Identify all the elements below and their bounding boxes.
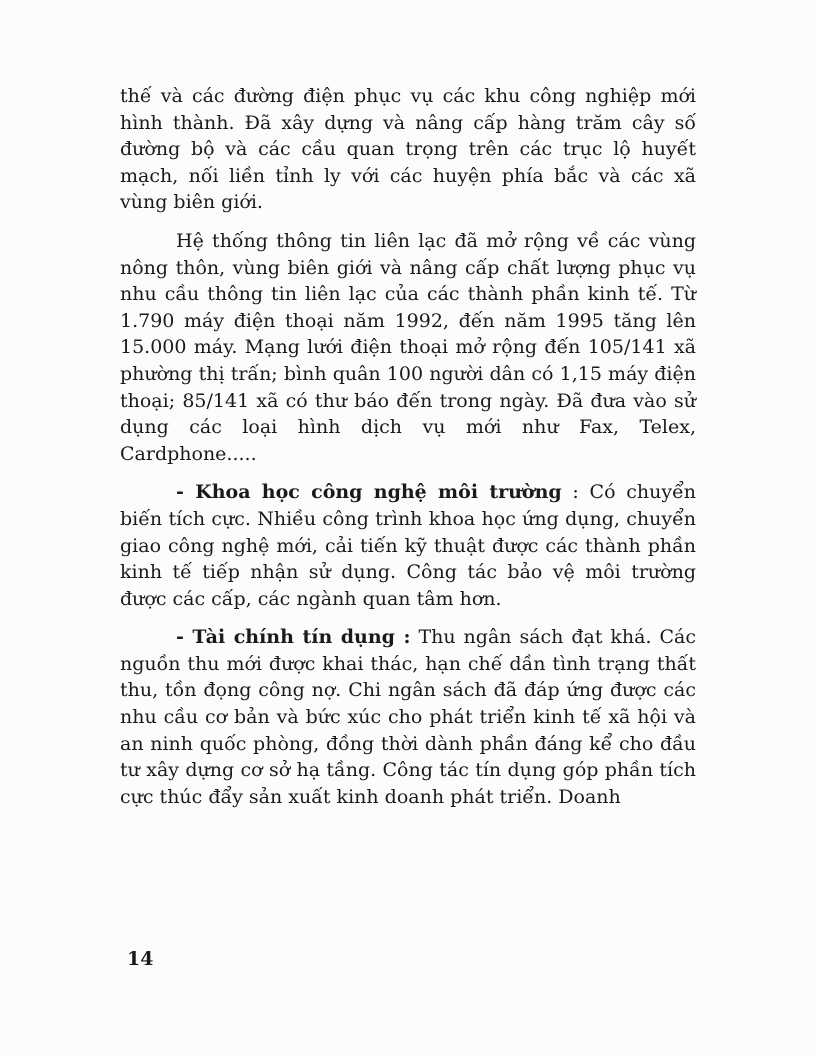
section-heading: Khoa học công nghệ môi trường — [195, 481, 562, 504]
section-heading: Tài chính tín dụng : — [192, 626, 411, 649]
paragraph-infrastructure — [120, 83, 696, 216]
page-number: 14 — [127, 948, 154, 970]
paragraph-science-technology — [120, 479, 696, 612]
paragraph-text: Thu ngân sách đạt khá. Các nguồn thu mới được khai thác, hạn chế dần tình trạng thất thu, tồn đọng công nợ. Chi ngân sách đã đáp ứng được các nhu cầu cơ bản và bức xúc cho phát triển kinh tế xã hội và an ninh quốc phòng, đồng thời dành phần đáng kể cho đầu tư xây dựng cơ sở hạ tầng. Công tác tín dụng góp phần tích cực thúc đẩy sản xuất kinh doanh phát triển. Doanh — [120, 626, 696, 808]
paragraph-telecommunications — [120, 228, 696, 467]
paragraph-lead-dash: - — [176, 626, 193, 649]
body-text — [120, 83, 696, 822]
paragraph-text: thế và các đường điện phục vụ các khu công nghiệp mới hình thành. Đã xây dựng và nâng cấp hàng trăm cây số đường bộ và các cầu quan trọng trên các trục lộ huyết mạch, nối liền tỉnh ly với các huyện phía bắc và các xã vùng biên giới. — [120, 85, 696, 214]
paragraph-lead-dash: - — [176, 481, 196, 504]
paragraph-text: : Có chuyển biến tích cực. Nhiều công trình khoa học ứng dụng, chuyển giao công nghệ mới, cải tiến kỹ thuật được các thành phần kinh tế tiếp nhận sử dụng. Công tác bảo vệ môi trường được các cấp, các ngành quan tâm hơn. — [120, 481, 696, 610]
paragraph-finance-credit — [120, 624, 696, 810]
paragraph-text: Hệ thống thông tin liên lạc đã mở rộng về các vùng nông thôn, vùng biên giới và nâng cấp chất lượng phục vụ nhu cầu thông tin liên lạc của các thành phần kinh tế. Từ 1.790 máy điện thoại năm 1992, đến năm 1995 tăng lên 15.000 máy. Mạng lưới điện thoại mở rộng đến 105/141 xã phường thị trấn; bình quân 100 người dân có 1,15 máy điện thoại; 85/141 xã có thư báo đến trong ngày. Đã đưa vào sử dụng các loại hình dịch vụ mới như Fax, Telex, Cardphone..... — [120, 229, 696, 465]
